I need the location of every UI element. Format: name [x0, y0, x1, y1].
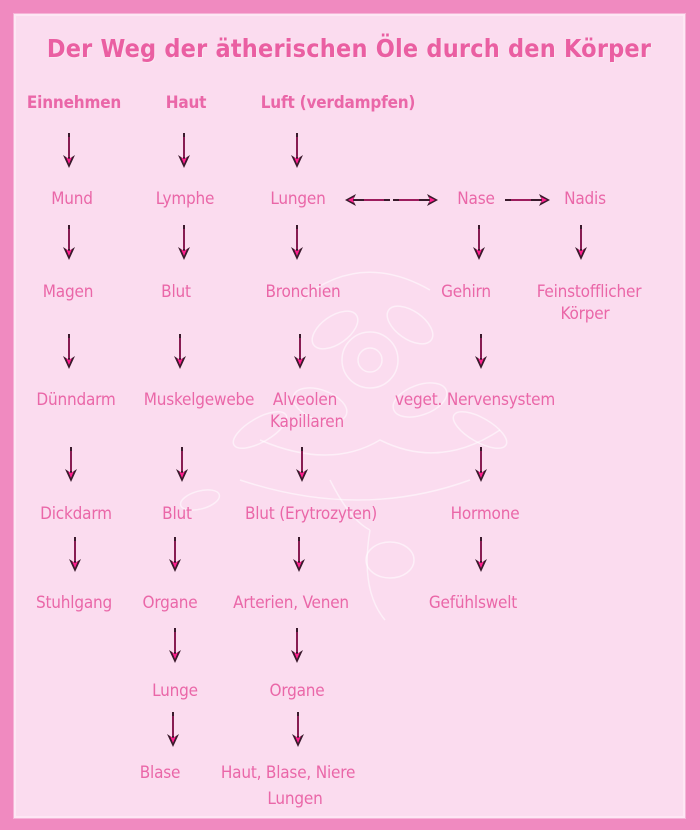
arrow-down-icon [176, 133, 192, 169]
arrow-left-icon [344, 192, 390, 208]
node-gefuehlswelt: Gefühlswelt [428, 593, 518, 613]
arrow-down-icon [471, 225, 487, 261]
arrow-down-icon [289, 628, 305, 664]
arrow-down-icon [289, 225, 305, 261]
node-dickdarm: Dickdarm [40, 504, 112, 524]
node-feinstofflicher: Feinstofflicher [536, 282, 642, 302]
arrow-down-icon [61, 225, 77, 261]
node-blase: Blase [139, 763, 181, 783]
node-blut-2: Blut [162, 504, 192, 524]
node-nadis: Nadis [564, 189, 606, 209]
arrow-down-icon [165, 712, 181, 748]
arrow-down-icon [290, 712, 306, 748]
arrow-down-icon [174, 447, 190, 483]
node-stuhlgang: Stuhlgang [35, 593, 113, 613]
node-organe-haut: Organe [142, 593, 198, 613]
page-frame [13, 13, 686, 819]
node-gehirn: Gehirn [441, 282, 491, 302]
arrow-down-icon [167, 537, 183, 573]
node-bronchien: Bronchien [265, 282, 341, 302]
node-lungen: Lungen [270, 189, 326, 209]
node-mund: Mund [51, 189, 93, 209]
arrow-down-icon [167, 628, 183, 664]
node-organe-luft: Organe [269, 681, 325, 701]
arrow-down-icon [573, 225, 589, 261]
node-lunge: Lunge [152, 681, 198, 701]
node-blut-erytrozyten: Blut (Erytrozyten) [244, 504, 378, 524]
page-title: Der Weg der ätherischen Öle durch den Körper [46, 34, 652, 63]
node-lymphe: Lymphe [155, 189, 215, 209]
node-duenndarm: Dünndarm [36, 390, 116, 410]
arrow-down-icon [292, 334, 308, 370]
node-nase: Nase [457, 189, 495, 209]
arrow-down-icon [176, 225, 192, 261]
node-hormone: Hormone [450, 504, 520, 524]
arrow-down-icon [63, 447, 79, 483]
node-veget-nervensystem: veget. Nervensystem [394, 390, 556, 410]
heading-haut: Haut [165, 93, 207, 113]
arrow-down-icon [172, 334, 188, 370]
node-blut-1: Blut [161, 282, 191, 302]
heading-luft: Luft (verdampfen) [260, 93, 416, 113]
node-haut-blase-niere: Haut, Blase, Niere [220, 763, 356, 783]
arrow-right-icon [505, 192, 551, 208]
node-magen: Magen [42, 282, 94, 302]
node-arterien-venen: Arterien, Venen [233, 593, 349, 613]
arrow-down-icon [473, 447, 489, 483]
node-muskelgewebe: Muskelgewebe [143, 390, 255, 410]
node-koerper: Körper [560, 304, 610, 324]
arrow-down-icon [473, 334, 489, 370]
node-alveolen: Alveolen [272, 390, 338, 410]
arrow-down-icon [67, 537, 83, 573]
node-kapillaren: Kapillaren [270, 412, 344, 432]
arrow-down-icon [473, 537, 489, 573]
arrow-down-icon [61, 334, 77, 370]
heading-einnehmen: Einnehmen [26, 93, 122, 113]
arrow-right-icon [393, 192, 439, 208]
arrow-down-icon [289, 133, 305, 169]
node-lungen-end: Lungen [267, 789, 323, 809]
arrow-down-icon [291, 537, 307, 573]
arrow-down-icon [61, 133, 77, 169]
arrow-down-icon [294, 447, 310, 483]
